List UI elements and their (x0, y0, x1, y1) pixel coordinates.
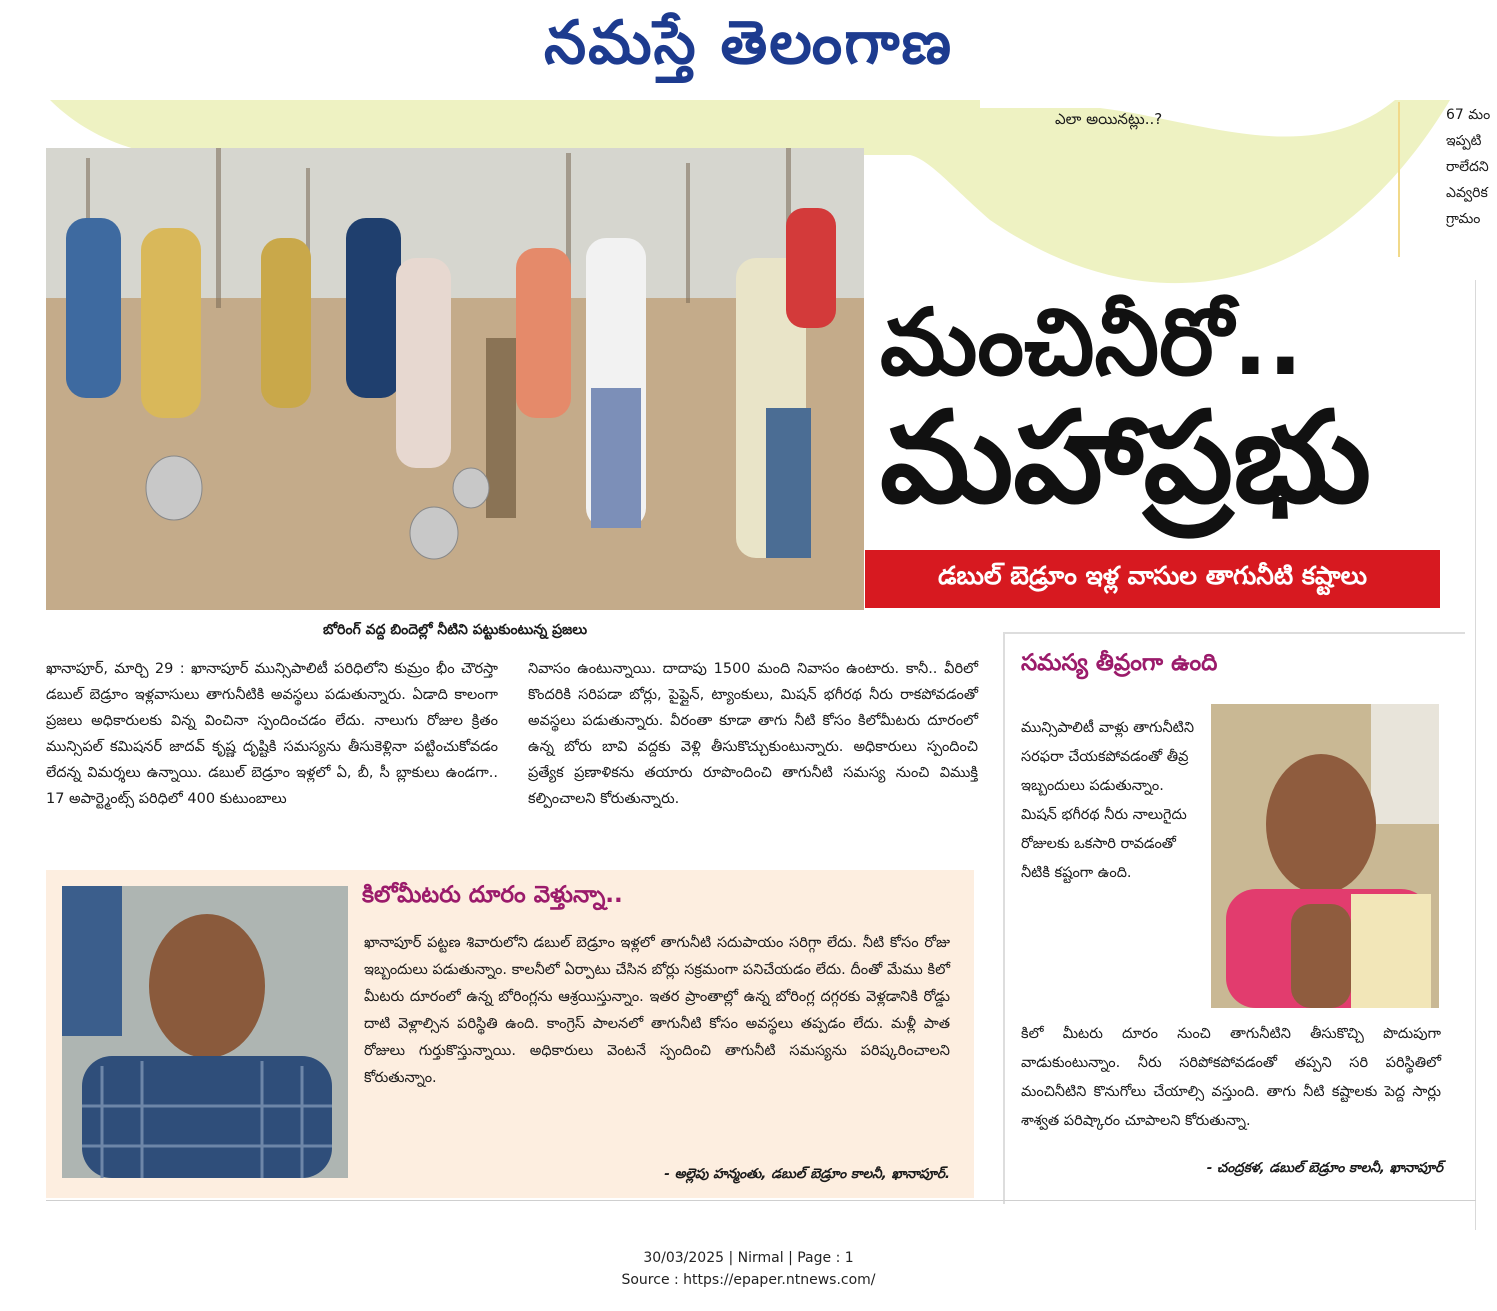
masthead-logo: నమస్తే తెలంగాణ (543, 8, 954, 78)
main-photo (46, 148, 864, 610)
footer-date-line: 30/03/2025 | Nirmal | Page : 1 (643, 1250, 854, 1266)
signature-right: - చంద్రకళ, డబుల్ బెడ్రూం కాలనీ, ఖానాపూర్ (1206, 1160, 1443, 1176)
teaser-text: ఎలా అయినట్లు..? (1055, 110, 1163, 128)
column-divider (1475, 280, 1476, 1230)
article-column-1: ఖానాపూర్, మార్చి 29 : ఖానాపూర్ మున్సిపాలిటీ పరిధిలోని కుమ్రం భీం చౌరస్తా డబుల్ బెడ్రూం ఇళ్లవాసులు తాగునీటికి అవస్థలు పడుతున్నారు. ఏడాది కాలంగా ప్రజలు అధికారులకు విన్న వించినా స్పందించడం లేదు. నాలుగు రోజుల క్రితం మున్సిపల్ కమిషనర్ జాదవ్ కృష్ణ దృష్టికి సమస్యను తీసుకెళ్లినా పట్టించుకోవడం లేదన్న విమర్శలు ఉన్నాయి. డబుల్ బెడ్రూం ఇళ్లలో ఏ, బీ, సీ బ్లాకులు ఉండగా.. 17 అపార్ట్మెంట్స్ పరిధిలో 400 కుటుంబాలు (46, 661, 498, 807)
box-text-right-narrow: మున్సిపాలిటీ వాళ్లు తాగునీటిని సరఫరా చేయకపోవడంతో తీవ్ర ఇబ్బందులు పడుతున్నాం. మిషన్ భగీరథ నీరు నాలుగైదు రోజులకు ఒకసారి రావడంతో నీటికి కష్టంగా ఉంది. (1021, 720, 1195, 881)
portrait-illustration (1211, 704, 1439, 1008)
fragment-line: ఇప్పటి (1446, 133, 1482, 149)
quote-box-left (46, 870, 974, 1198)
subheadline-banner (865, 550, 1440, 608)
adjacent-article-fragment (1398, 102, 1497, 257)
portrait-illustration (62, 886, 348, 1178)
box-text-left: ఖానాపూర్ పట్టణ శివారులోని డబుల్ బెడ్రూం ఇళ్లలో తాగునీటి సదుపాయం సరిగ్గా లేదు. నీటి కోసం రోజు ఇబ్బందులు పడుతున్నాం. కాలనీలో ఏర్పాటు చేసిన బోర్లు సక్రమంగా పనిచేయడం లేదు. దీంతో మేము కిలో మీటరు దూరంలో ఉన్న బోరింగ్లను ఆశ్రయిస్తున్నాం. ఇతర ప్రాంతాల్లో ఉన్న బోరింగ్ల దగ్గరకు వెళ్లడానికి రోడ్డు దాటి వెళ్లాల్సిన పరిస్థితి ఉంది. కాంగ్రెస్ పాలనలో తాగునీటి కోసం అవస్థలు తప్పడం లేదు. మళ్లీ పాత రోజులు గుర్తుకొస్తున్నాయి. అధికారులు వెంటనే స్పందించి తాగునీటి సమస్యను పరిష్కరించాలని కోరుతున్నాం. (364, 935, 950, 1086)
fragment-line: ఎవ్వరిక (1446, 185, 1488, 201)
signature-left: - అల్లెపు హన్మంతు, డబుల్ బెడ్రూం కాలనీ, ఖానాపూర్. (664, 1166, 950, 1182)
fragment-line: రాలేదని (1446, 159, 1489, 175)
headline (880, 289, 1440, 531)
footer-source-line: Source : https://epaper.ntnews.com/ (621, 1272, 876, 1288)
portrait-photo-man (62, 886, 348, 1178)
box-title-right: సమస్య తీవ్రంగా ఉంది (1021, 650, 1218, 676)
portrait-photo-woman (1211, 704, 1439, 1008)
fragment-line: గ్రామం (1446, 211, 1481, 227)
subheadline-text: డబుల్ బెడ్రూం ఇళ్ల వాసుల తాగునీటి కష్టాలు (937, 561, 1368, 590)
fragment-line: 67 మం (1446, 107, 1491, 123)
bottom-rule (46, 1200, 1476, 1201)
quote-box-right (1003, 632, 1465, 1204)
article-column-2: నివాసం ఉంటున్నాయి. దాదాపు 1500 మంది నివాసం ఉంటారు. కానీ.. వీరిలో కొందరికి సరిపడా బోర్లు, పైప్లైన్, ట్యాంకులు, మిషన్ భగీరథ నీరు రాకపోవడంతో అవస్థలు పడుతున్నారు. వీరంతా కూడా తాగు నీటి కోసం కిలోమీటరు దూరంలో ఉన్న బోరు బావి వద్దకు వెళ్లి తీసుకొచ్చుకుంటున్నారు. అధికారులు స్పందించి ప్రత్యేక ప్రణాళికను తయారు రూపొందించి తాగునీటి సమస్య నుంచి విముక్తి కల్పించాలని కోరుతున్నారు. (528, 661, 978, 807)
headline-line-2: మహాప్రభు (880, 383, 1372, 531)
box-title-left: కిలోమీటరు దూరం వెళ్తున్నా.. (362, 882, 623, 908)
photo-illustration (46, 148, 864, 610)
photo-caption: బోరింగ్ వద్ద బిందెల్లో నీటిని పట్టుకుంటున్న ప్రజలు (322, 622, 588, 638)
headline-line-1: మంచినీరో.. (880, 289, 1303, 396)
box-text-right-wide: కిలో మీటరు దూరం నుంచి తాగునీటిని తీసుకొచ్చి పొదుపుగా వాడుకుంటున్నాం. నీరు సరిపోకపోవడంతో తప్పని సరి పరిస్థితిలో మంచినీటిని కొనుగోలు చేయాల్సి వస్తుంది. తాగు నీటి కష్టాలకు పెద్ద సార్లు శాశ్వత పరిష్కారం చూపాలని కోరుతున్నా. (1021, 1026, 1441, 1129)
